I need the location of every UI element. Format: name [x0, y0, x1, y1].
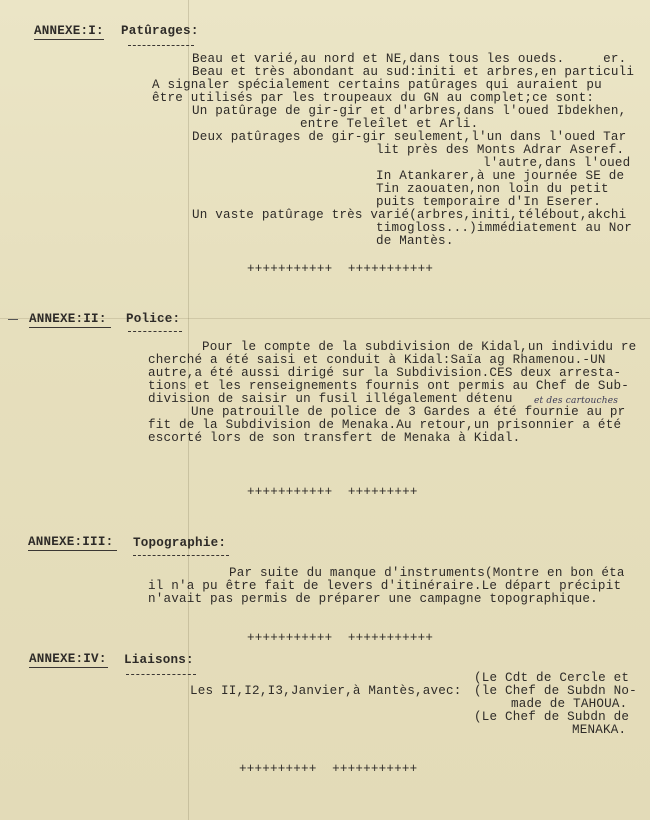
paturages-line-11: Tin zaouaten,non loin du petit	[376, 182, 609, 196]
paturages-line-2: Beau et très abondant au sud:initi et arbres,en particuli	[192, 65, 635, 79]
annex-3-title: Topographie:	[133, 536, 227, 550]
paper-fold-vertical	[188, 0, 189, 820]
paturages-line-7: Deux patûrages de gir-gir seulement,l'un dans l'oued Tar	[192, 130, 627, 144]
liaisons-line-1: (Le Cdt de Cercle et	[474, 671, 630, 685]
paturages-line-4: être utilisés par les troupeaux du GN au complet;ce sont:	[152, 91, 595, 105]
paturages-line-3: A signaler spécialement certains patûrages qui auraient pu	[152, 78, 602, 92]
separator-2: +++++++++++ +++++++++	[247, 485, 418, 499]
paturages-line-6: entre Teleîlet et Arli.	[300, 117, 479, 131]
paturages-line-14: timogloss...)immédiatement au Nor	[376, 221, 632, 235]
paturages-line-13: Un vaste patûrage très varié(arbres,initi,télébout,akchi	[192, 208, 627, 222]
topographie-line-1: Par suite du manque d'instruments(Montre en bon éta	[229, 566, 625, 580]
police-line-6: Une patrouille de police de 3 Gardes a été fournie au pr	[191, 405, 626, 419]
paturages-line-8: lit près des Monts Adrar Aseref.	[376, 143, 625, 157]
liaisons-line-5: MENAKA.	[572, 723, 627, 737]
annex-4-label-underline	[29, 667, 108, 668]
annex-2-label-underline	[29, 327, 111, 328]
annex-4-title-underline	[126, 674, 196, 675]
separator-3: +++++++++++ +++++++++++	[247, 631, 434, 645]
separator-1: +++++++++++ +++++++++++	[247, 262, 434, 276]
police-line-4: tions et les renseignements fournis ont permis au Chef de Sub-	[148, 379, 629, 393]
annex-1-label-underline	[34, 39, 104, 40]
paturages-line-1: Beau et varié,au nord et NE,dans tous les oueds. er.	[192, 52, 627, 66]
liaisons-intro: Les II,I2,I3,Janvier,à Mantès,avec:	[190, 684, 462, 698]
police-line-2: cherché a été saisi et conduit à Kidal:Saïa ag Rhamenou.-UN	[148, 353, 606, 367]
paturages-line-10: In Atankarer,à une journée SE de	[376, 169, 625, 183]
annex-3-label-underline	[28, 550, 117, 551]
separator-4: ++++++++++ +++++++++++	[239, 762, 418, 776]
annex-2-title: Police:	[126, 312, 181, 326]
police-line-3: autre,a été aussi dirigé sur la Subdivision.CES deux arresta-	[148, 366, 622, 380]
handwritten-note: et des cartouches	[534, 396, 619, 406]
annex-2-title-underline	[128, 331, 182, 332]
topographie-line-3: n'avait pas permis de préparer une campagne topographique.	[148, 592, 598, 606]
liaisons-line-4: (Le Chef de Subdn de	[474, 710, 630, 724]
annex-1-label: ANNEXE:I:	[34, 24, 104, 38]
paturages-line-15: de Mantès.	[376, 234, 454, 248]
paturages-line-12: puits temporaire d'In Eserer.	[376, 195, 601, 209]
margin-mark	[8, 319, 18, 320]
police-line-7: fit de la Subdivision de Menaka.Au retour,un prisonnier a été	[148, 418, 622, 432]
annex-1-title: Patûrages:	[121, 24, 199, 38]
annex-4-label: ANNEXE:IV:	[29, 652, 107, 666]
police-line-5: division de saisir un fusil illégalement détenu	[148, 392, 513, 406]
paturages-line-9: l'autre,dans l'oued	[483, 156, 631, 170]
police-line-8: escorté lors de son transfert de Menaka à Kidal.	[148, 431, 521, 445]
paturages-line-5: Un patûrage de gir-gir et d'arbres,dans l'oued Ibdekhen,	[192, 104, 627, 118]
annex-1-title-underline	[128, 45, 194, 46]
police-line-1: Pour le compte de la subdivision de Kidal,un individu re	[202, 340, 637, 354]
annex-4-title: Liaisons:	[124, 653, 194, 667]
topographie-line-2: il n'a pu être fait de levers d'itinéraire.Le départ précipit	[148, 579, 622, 593]
liaisons-line-3: made de TAHOUA.	[511, 697, 628, 711]
annex-3-label: ANNEXE:III:	[28, 535, 114, 549]
annex-3-title-underline	[133, 555, 229, 556]
annex-2-label: ANNEXE:II:	[29, 312, 107, 326]
liaisons-line-2: (le Chef de Subdn No-	[474, 684, 637, 698]
